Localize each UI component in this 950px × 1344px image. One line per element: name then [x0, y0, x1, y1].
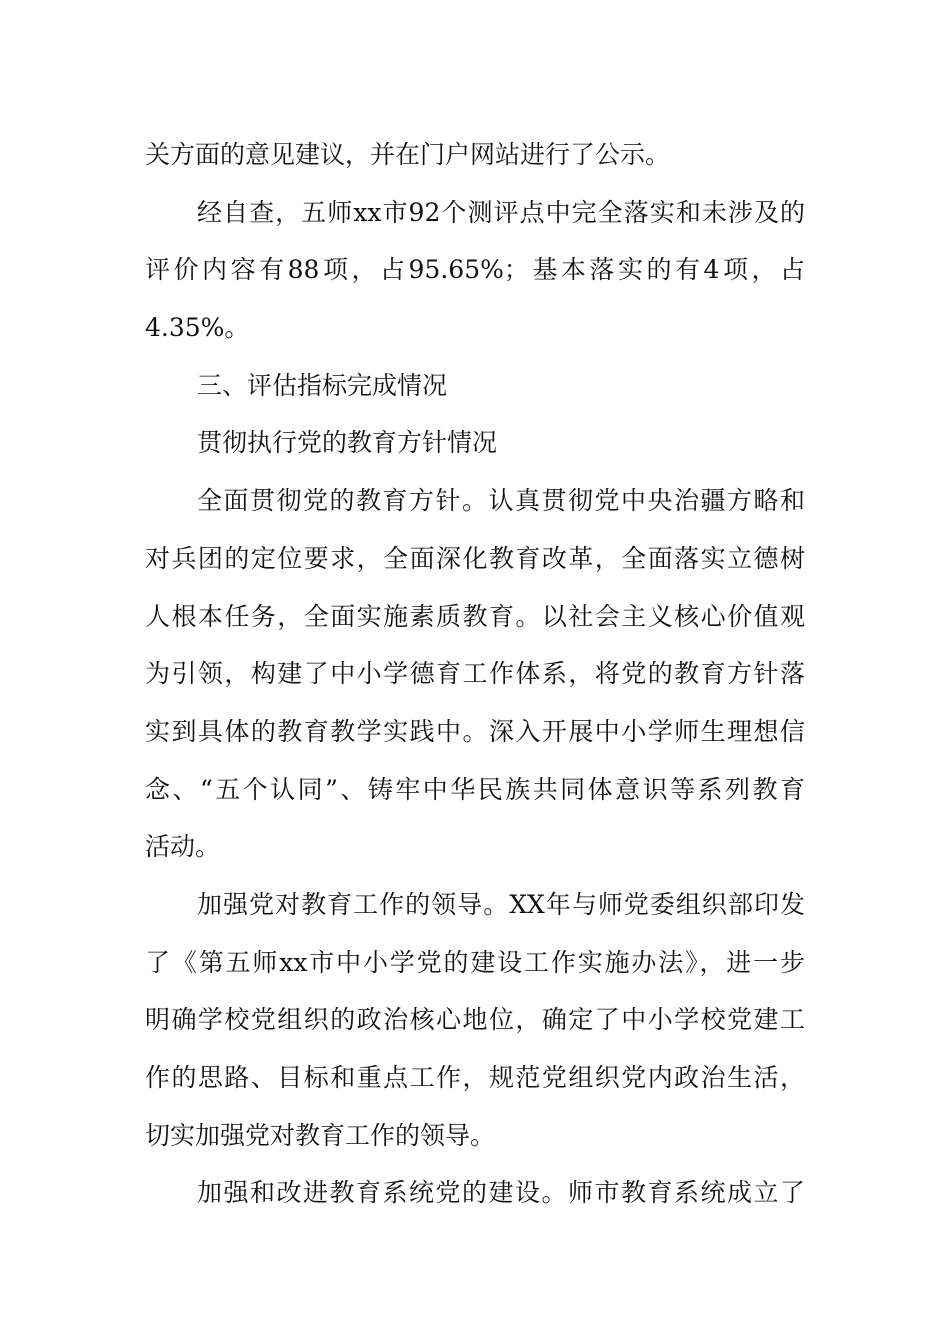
- paragraph-line: 4.35%。: [145, 313, 250, 343]
- paragraph-line: 经自查，五师xx市92个测评点中完全落实和未涉及的: [197, 197, 805, 227]
- paragraph-line: 为引领，构建了中小学德育工作体系，将党的教育方针落: [145, 659, 805, 689]
- paragraph-line: 明确学校党组织的政治核心地位，确定了中小学校党建工: [145, 1005, 805, 1035]
- paragraph-line: 作的思路、目标和重点工作，规范党组织党内政治生活，: [145, 1063, 805, 1092]
- paragraph-line: 了《第五师xx市中小学党的建设工作实施办法》，进一步: [145, 947, 805, 977]
- paragraph-line: 评价内容有88项，占95.65%；基本落实的有4项，占: [145, 255, 805, 285]
- section-heading: 三、评估指标完成情况: [197, 370, 448, 400]
- paragraph-line: 念、“五个认同”、铸牢中华民族共同体意识等系列教育: [145, 774, 805, 804]
- subsection-heading: 贯彻执行党的教育方针情况: [197, 428, 498, 458]
- paragraph-line: 全面贯彻党的教育方针。认真贯彻党中央治疆方略和: [197, 486, 805, 516]
- paragraph-line: 人根本任务，全面实施素质教育。以社会主义核心价值观: [145, 601, 805, 631]
- paragraph-line: 切实加强党对教育工作的领导。: [145, 1120, 496, 1150]
- paragraph-line: 实到具体的教育教学实践中。深入开展中小学师生理想信: [145, 716, 805, 746]
- paragraph-line: 加强和改进教育系统党的建设。师市教育系统成立了: [197, 1178, 805, 1208]
- paragraph-line: 活动。: [145, 832, 221, 862]
- paragraph-line: 加强党对教育工作的领导。XX年与师党委组织部印发: [197, 889, 805, 919]
- paragraph-line: 对兵团的定位要求，全面深化教育改革，全面落实立德树: [145, 543, 805, 573]
- paragraph-line: 关方面的意见建议，并在门户网站进行了公示。: [145, 140, 671, 169]
- document-body: [145, 126, 805, 1222]
